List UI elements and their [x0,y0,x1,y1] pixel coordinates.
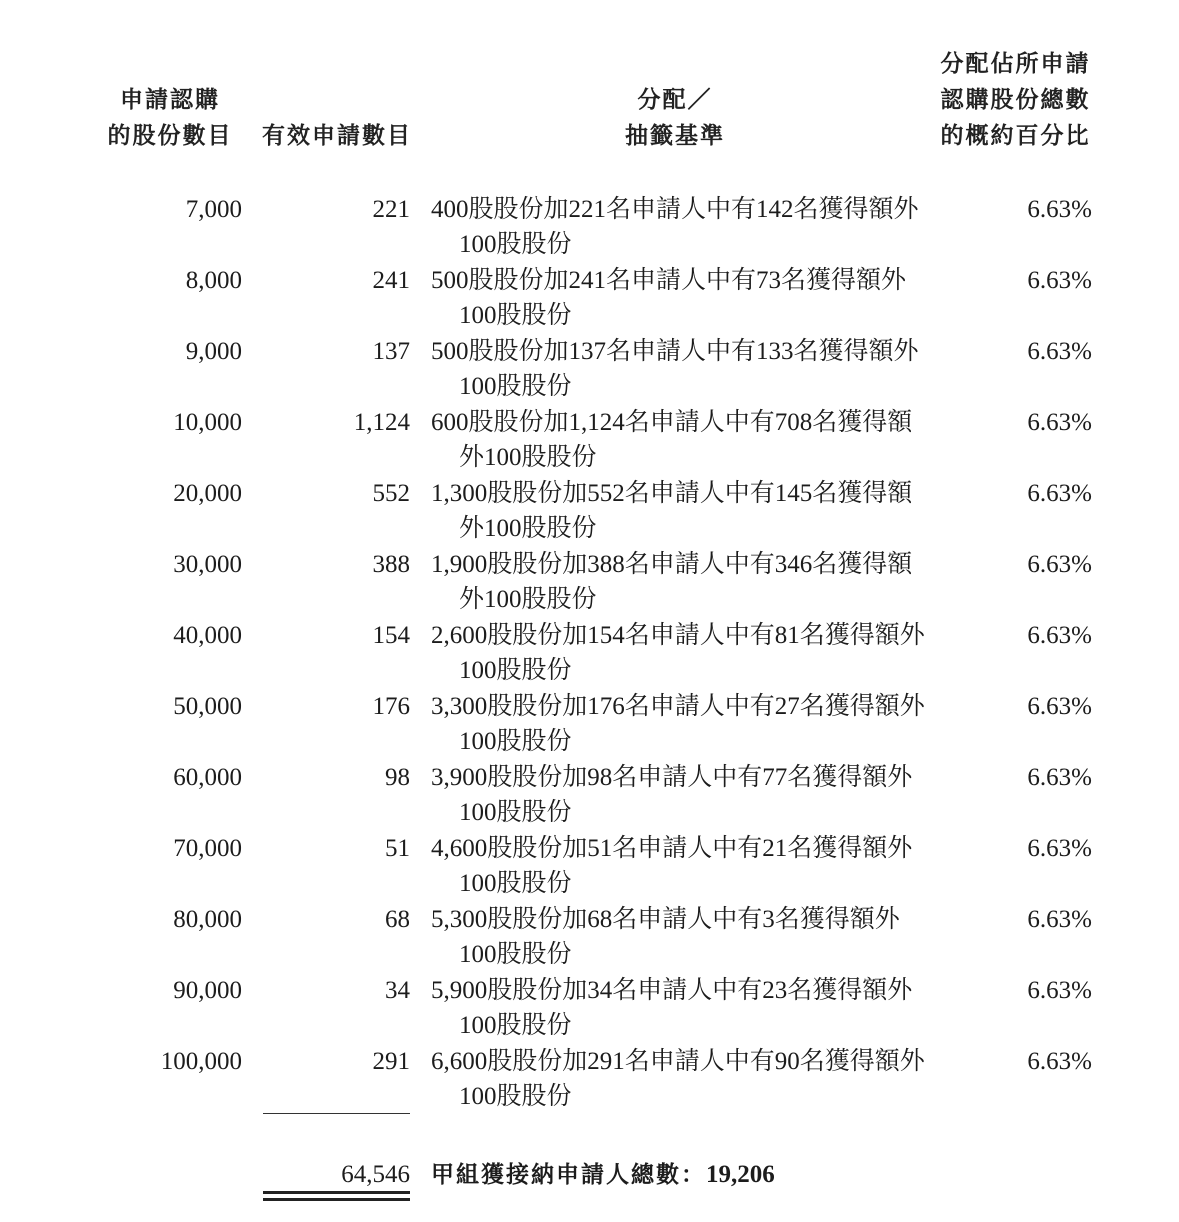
valid-applications-cell: 68 [385,906,410,933]
allocation-basis-cell [431,831,931,901]
basis-line-1: 500股股份加241名申請人中有73名獲得額外 [431,267,907,294]
allocation-basis-cell [431,973,931,1043]
percentage-cell: 6.63% [1027,764,1092,791]
percentage-cell: 6.63% [1027,693,1092,720]
table-row [0,192,1179,263]
shares-applied-cell: 7,000 [185,196,242,223]
basis-line-1: 5,900股股份加34名申請人中有23名獲得額外 [431,977,913,1004]
total-double-rule-bottom [263,1198,410,1201]
basis-line-1: 1,300股股份加552名申請人中有145名獲得額 [431,480,913,507]
allocation-basis-cell [431,476,931,546]
header-approx-percentage [928,46,1103,154]
subtotal-rule [263,1113,410,1114]
shares-applied-cell: 8,000 [185,267,242,294]
header-line: 的股份數目 [107,123,233,149]
shares-applied-cell: 100,000 [160,1048,242,1075]
basis-line-1: 600股股份加1,124名申請人中有708名獲得額 [431,409,913,436]
allocation-basis-cell [431,405,931,475]
percentage-cell: 6.63% [1027,1048,1092,1075]
valid-applications-cell: 51 [385,835,410,862]
basis-line-2: 100股股份 [459,231,572,258]
header-valid-applications [262,118,412,154]
table-row [0,831,1179,902]
header-line: 認購股份總數 [940,87,1091,113]
shares-applied-cell: 80,000 [173,906,242,933]
percentage-cell: 6.63% [1027,409,1092,436]
header-line: 分配／ [637,87,713,113]
basis-line-1: 2,600股股份加154名申請人中有81名獲得額外 [431,622,925,649]
basis-line-1: 400股股份加221名申請人中有142名獲得額外 [431,196,919,223]
percentage-cell: 6.63% [1027,977,1092,1004]
shares-applied-cell: 9,000 [185,338,242,365]
percentage-cell: 6.63% [1027,835,1092,862]
header-shares-applied [100,82,240,154]
valid-applications-cell: 221 [372,196,410,223]
percentage-cell: 6.63% [1027,196,1092,223]
header-line: 的概約百分比 [940,123,1091,149]
basis-line-2: 外100股股份 [459,515,597,542]
table-row [0,405,1179,476]
total-label: 甲組獲接納申請人總數： [431,1162,706,1188]
table-row [0,973,1179,1044]
valid-applications-cell: 241 [372,267,410,294]
basis-line-1: 3,900股股份加98名申請人中有77名獲得額外 [431,764,913,791]
allocation-basis-cell [431,1044,931,1114]
basis-line-2: 100股股份 [459,941,572,968]
table-row [0,547,1179,618]
percentage-cell: 6.63% [1027,338,1092,365]
valid-applications-cell: 176 [372,693,410,720]
allocation-basis-cell [431,902,931,972]
basis-line-2: 100股股份 [459,728,572,755]
percentage-cell: 6.63% [1027,551,1092,578]
valid-applications-cell: 291 [372,1048,410,1075]
allocation-basis-cell [431,334,931,404]
shares-applied-cell: 70,000 [173,835,242,862]
allocation-basis-cell [431,547,931,617]
table-row [0,689,1179,760]
valid-applications-cell: 388 [372,551,410,578]
basis-line-1: 4,600股股份加51名申請人中有21名獲得額外 [431,835,913,862]
table-row [0,760,1179,831]
total-valid-applications: 64,546 [341,1161,410,1188]
valid-applications-cell: 98 [385,764,410,791]
allocation-basis-cell [431,263,931,333]
table-row [0,902,1179,973]
header-line: 抽籤基準 [625,123,725,149]
shares-applied-cell: 40,000 [173,622,242,649]
header-allocation-basis [600,82,750,154]
allocation-basis-cell [431,760,931,830]
table-row [0,1044,1179,1115]
shares-applied-cell: 60,000 [173,764,242,791]
table-row [0,334,1179,405]
allocation-basis-cell [431,192,931,262]
valid-applications-cell: 1,124 [353,409,410,436]
percentage-cell: 6.63% [1027,267,1092,294]
shares-applied-cell: 10,000 [173,409,242,436]
shares-applied-cell: 30,000 [173,551,242,578]
allocation-basis-cell [431,689,931,759]
basis-line-2: 100股股份 [459,1083,572,1110]
allocation-basis-cell [431,618,931,688]
total-count: 19,206 [706,1161,775,1188]
table-row [0,618,1179,689]
percentage-cell: 6.63% [1027,906,1092,933]
percentage-cell: 6.63% [1027,480,1092,507]
table-row [0,263,1179,334]
header-line: 分配佔所申請 [940,51,1091,77]
valid-applications-cell: 552 [372,480,410,507]
basis-line-1: 6,600股股份加291名申請人中有90名獲得額外 [431,1048,925,1075]
basis-line-2: 外100股股份 [459,586,597,613]
total-double-rule-top [263,1191,410,1194]
basis-line-2: 100股股份 [459,302,572,329]
basis-line-1: 1,900股股份加388名申請人中有346名獲得額 [431,551,913,578]
basis-line-1: 500股股份加137名申請人中有133名獲得額外 [431,338,919,365]
shares-applied-cell: 50,000 [173,693,242,720]
total-accepted-applicants [431,1157,775,1193]
basis-line-2: 外100股股份 [459,444,597,471]
valid-applications-cell: 34 [385,977,410,1004]
basis-line-2: 100股股份 [459,373,572,400]
table-row [0,476,1179,547]
valid-applications-cell: 154 [372,622,410,649]
basis-line-2: 100股股份 [459,799,572,826]
basis-line-2: 100股股份 [459,1012,572,1039]
basis-line-1: 5,300股股份加68名申請人中有3名獲得額外 [431,906,900,933]
shares-applied-cell: 20,000 [173,480,242,507]
basis-line-2: 100股股份 [459,657,572,684]
header-line: 有效申請數目 [262,123,412,149]
shares-applied-cell: 90,000 [173,977,242,1004]
basis-line-1: 3,300股股份加176名申請人中有27名獲得額外 [431,693,925,720]
header-line: 申請認購 [120,87,220,113]
valid-applications-cell: 137 [372,338,410,365]
percentage-cell: 6.63% [1027,622,1092,649]
basis-line-2: 100股股份 [459,870,572,897]
